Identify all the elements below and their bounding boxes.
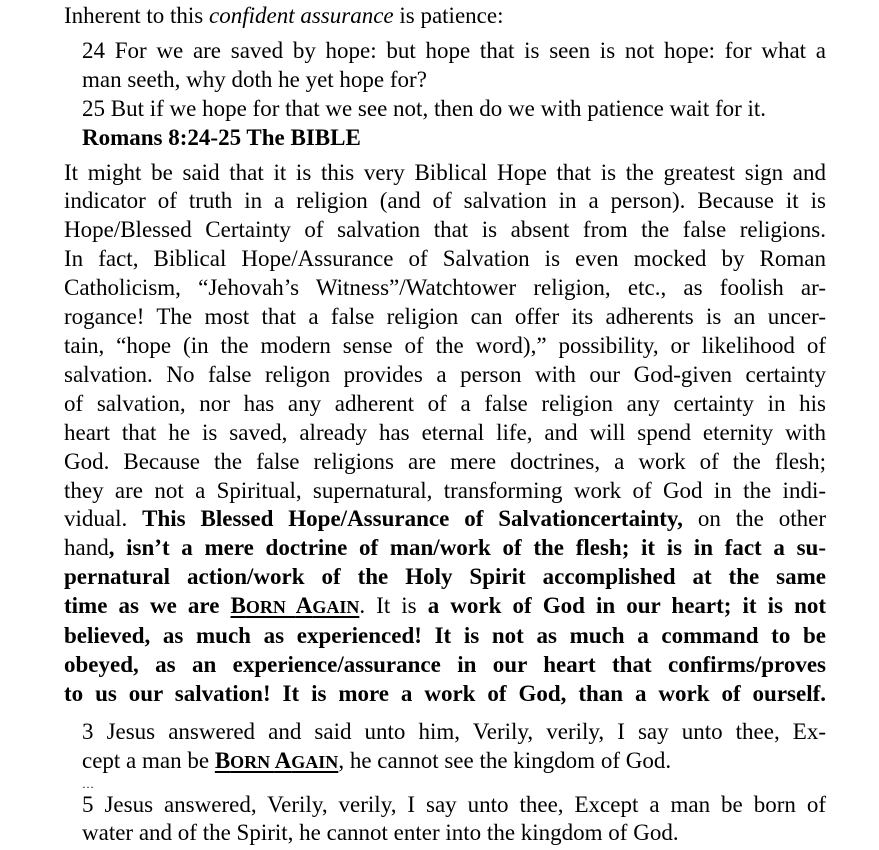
paragraph-line: heart that he is saved, already has eternal life, and will spend eternity with — [64, 419, 826, 445]
bold-run: a work of God in our heart; it is not — [427, 593, 827, 619]
intro-after: is patience: — [393, 3, 504, 28]
text-run: vidual. — [64, 506, 143, 532]
paragraph-line: In fact, Biblical Hope/Assurance of Salvation is even mocked by Roman — [64, 246, 826, 272]
text-run: hand — [64, 535, 109, 561]
paragraph-line: they are not a Spiritual, supernatural, transforming work of God in the indi- — [64, 477, 826, 503]
born-again-term: BORN AGAIN — [230, 593, 360, 619]
verse-24-line-1: 24 For we are saved by hope: but hope that is seen is not hope: for what a — [82, 37, 826, 63]
citation-romans: Romans 8:24-25 The BIBLE — [82, 124, 361, 150]
john-verse-5-line-2: water and of the Spirit, he cannot enter into the kingdom of God. — [82, 820, 679, 846]
born-again-term: BORN AGAIN — [214, 747, 339, 773]
paragraph-line: God. Because the false religions are mere doctrines, a work of the flesh; — [64, 448, 826, 474]
paragraph-line: believed, as much as experienced! It is not as much a command to be — [64, 623, 826, 649]
paragraph-line: salvation. No false religon provides a person with our God-given certainty — [64, 361, 826, 387]
paragraph-line: Catholicism, “Jehovah’s Witness”/Watchtower religion, etc., as foolish ar- — [64, 275, 826, 301]
main-paragraph — [64, 159, 826, 709]
intro-before: Inherent to this — [64, 3, 209, 28]
john-verse-3-line-2: cept a man be BORN AGAIN, he cannot see the kingdom of God. — [82, 747, 672, 773]
bold-run: , isn’t a mere doctrine of man/work of the flesh; it is in fact a su- — [108, 535, 826, 561]
paragraph-line: to us our salvation! It is more a work of God, than a work of ourself. — [64, 680, 826, 706]
document-page — [64, 2, 826, 848]
paragraph-line: indicator of truth in a religion (and of salvation in a person). Because it is — [64, 188, 826, 214]
intro-italic: confident assurance — [209, 3, 394, 28]
paragraph-line — [64, 534, 826, 563]
verse-24-line-2: man seeth, why doth he yet hope for? — [82, 66, 427, 92]
paragraph-line: of salvation, nor has any adherent of a false religion any certainty in his — [64, 390, 826, 416]
paragraph-line: rogance! The most that a false religion can offer its adherents is an uncer- — [64, 304, 826, 330]
paragraph-line: Hope/Blessed Certainty of salvation that is absent from the false religions. — [64, 217, 826, 243]
paragraph-line: obeyed, as an experience/assurance in our heart that confirms/proves — [64, 651, 826, 677]
intro-line — [64, 2, 826, 31]
ellipsis: … — [82, 776, 94, 791]
paragraph-line — [64, 592, 826, 622]
text-run: on the other — [682, 506, 826, 532]
paragraph-line: pernatural action/work of the Holy Spirit accomplished at the same — [64, 564, 826, 590]
text-run: . It is — [359, 593, 428, 619]
paragraph-line: tain, “hope (in the modern sense of the word),” possibility, or likelihood of — [64, 332, 826, 358]
paragraph-line — [64, 505, 826, 534]
verse-block-romans — [64, 37, 826, 153]
bold-run: time as we are — [64, 593, 231, 619]
john-verse-5-line-1: 5 Jesus answered, Verily, verily, I say unto thee, Except a man be born of — [82, 791, 826, 817]
john-verse-3-line-1: 3 Jesus answered and said unto him, Verily, verily, I say unto thee, Ex- — [82, 718, 826, 744]
verse-25-line: 25 But if we hope for that we see not, then do we with patience wait for it. — [82, 95, 767, 121]
paragraph-line: It might be said that it is this very Biblical Hope that is the greatest sign and — [64, 159, 826, 185]
bold-run: This Blessed Hope/Assurance of Salvationcertainty, — [142, 506, 683, 532]
verse-block-john — [64, 718, 826, 849]
